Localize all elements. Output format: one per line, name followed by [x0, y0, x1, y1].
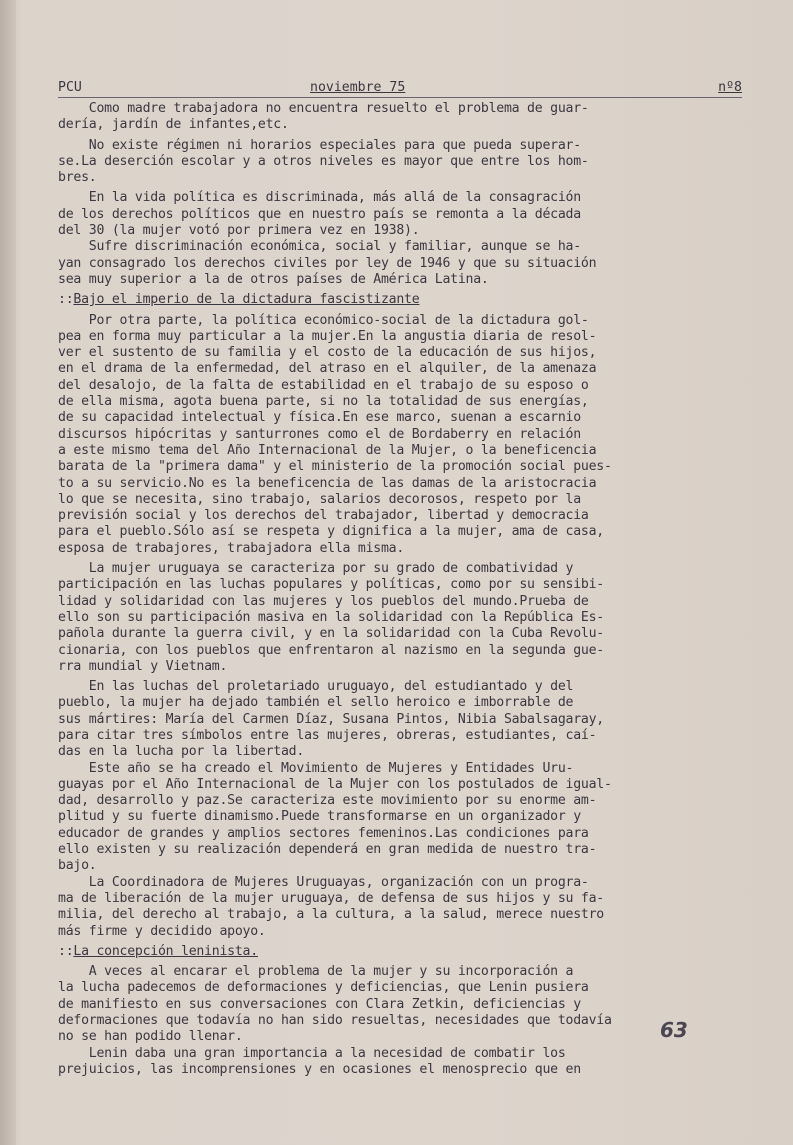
text-line: a este mismo tema del Año Internacional de la Mujer, o la beneficencia — [58, 442, 597, 458]
text-line: educador de grandes y amplios sectores femeninos.Las condiciones para — [58, 825, 589, 841]
text-line: para el pueblo.Sólo así se respeta y dignifica a la mujer, ama de casa, — [58, 524, 604, 540]
text-line: ver el sustento de su familia y el costo de la educación de sus hijos, — [58, 345, 597, 361]
header-date: noviembre 75 — [310, 80, 406, 95]
text-line: ello existen y su realización dependerá en gran medida de nuestro tra- — [58, 842, 597, 858]
text-line: Por otra parte, la política económico-social de la dictadura gol- — [58, 312, 589, 328]
text-line: Como madre trabajadora no encuentra resuelto el problema de guar- — [58, 101, 589, 116]
text-line: ma de liberación de la mujer uruguaya, de defensa de sus hijos y su fa- — [58, 890, 604, 906]
text-line: no se han podido llenar. — [58, 1029, 243, 1045]
text-line: ello son su participación masiva en la solidaridad con la República Es- — [58, 609, 604, 625]
text-line: No existe régimen ni horarios especiales para que pueda superar- — [58, 137, 581, 153]
text-line: del 30 (la mujer votó por primera vez en 1938). — [58, 223, 420, 239]
text-line: to a su servicio.No es la beneficencia de las damas de la aristocracia — [58, 475, 597, 491]
text-line: Sufre discriminación económica, social y familiar, aunque se ha- — [58, 239, 581, 255]
text-line: La Coordinadora de Mujeres Uruguayas, organización con un progra- — [58, 874, 589, 890]
text-line: discursos hipócritas y santurrones como el de Bordaberry en relación — [58, 426, 581, 442]
text-line: A veces al encarar el problema de la mujer y su incorporación a — [58, 964, 574, 980]
text-line: más firme y decidido apoyo. — [58, 923, 266, 939]
section-heading: ::Bajo el imperio de la dictadura fascistizante — [58, 292, 420, 308]
text-line: pueblo, la mujer ha dejado también el sello heroico e imborrable de — [58, 695, 574, 711]
text-line: milia, del derecho al trabajo, a la cultura, a la salud, merece nuestro — [58, 907, 604, 923]
text-line: de su capacidad intelectual y física.En ese marco, suenan a escarnio — [58, 410, 581, 426]
header-issue-number: nº8 — [718, 80, 742, 95]
text-line: prejuicios, las incomprensiones y en ocasiones el menosprecio que en — [58, 1061, 581, 1077]
text-line: lo que se necesita, sino trabajo, salarios decorosos, respeto por la — [58, 491, 581, 507]
page-header — [58, 80, 748, 98]
text-line: la lucha padecemos de deformaciones y deficiencias, que Lenin pusiera — [58, 980, 589, 996]
text-line: bajo. — [58, 858, 97, 874]
text-line: participación en las luchas populares y políticas, como por su sensibi- — [58, 577, 604, 593]
text-line: pea en forma muy particular a la mujer.En la angustia diaria de resol- — [58, 328, 597, 344]
text-line: Este año se ha creado el Movimiento de Mujeres y Entidades Uru- — [58, 760, 574, 776]
header-rule — [58, 97, 742, 98]
text-line: dería, jardín de infantes,etc. — [58, 117, 289, 133]
text-line: dad, desarrollo y paz.Se caracteriza este movimiento por su enorme am- — [58, 793, 597, 809]
text-line: plitud y su fuerte dinamismo.Puede transformarse en un organizador y — [58, 809, 581, 825]
text-line: sus mártires: María del Carmen Díaz, Susana Pintos, Nibia Sabalsagaray, — [58, 711, 604, 727]
text-line: se.La deserción escolar y a otros niveles es mayor que entre los hom- — [58, 153, 589, 169]
text-line: de manifiesto en sus conversaciones con Clara Zetkin, deficiencias y — [58, 996, 581, 1012]
text-line: das en la lucha por la libertad. — [58, 744, 305, 760]
text-line: Lenin daba una gran importancia a la necesidad de combatir los — [58, 1045, 566, 1061]
text-line: rra mundial y Vietnam. — [58, 658, 228, 674]
text-line: guayas por el Año Internacional de la Mujer con los postulados de igual- — [58, 776, 612, 792]
header-publication: PCU — [58, 80, 82, 95]
text-line: del desalojo, de la falta de estabilidad en el trabajo de su esposo o — [58, 377, 589, 393]
text-line: cionaria, con los pueblos que enfrentaron al nazismo en la segunda gue- — [58, 642, 604, 658]
text-line: pañola durante la guerra civil, y en la solidaridad con la Cuba Revolu- — [58, 626, 604, 642]
text-line: de ella misma, agota buena parte, si no la totalidad de sus energías, — [58, 394, 589, 410]
page-binding-edge — [0, 0, 16, 1145]
text-line: esposa de trabajores, trabajadora ella misma. — [58, 540, 405, 556]
text-line: bres. — [58, 170, 97, 186]
text-line: en el drama de la enfermedad, del atraso en el alquiler, de la amenaza — [58, 361, 597, 377]
page-number: 63 — [660, 1018, 688, 1042]
text-line: yan consagrado los derechos civiles por ley de 1946 y que su situación — [58, 255, 597, 271]
text-line: para citar tres símbolos entre las mujeres, obreras, estudiantes, caí- — [58, 727, 597, 743]
text-line: En la vida política es discriminada, más allá de la consagración — [58, 190, 581, 206]
text-line: sea muy superior a la de otros países de América Latina. — [58, 271, 489, 287]
text-line: deformaciones que todavía no han sido resueltas, necesidades que todavía — [58, 1013, 612, 1029]
section-heading: ::La concepción leninista. — [58, 943, 258, 959]
text-line: La mujer uruguaya se caracteriza por su grado de combatividad y — [58, 561, 574, 577]
text-line: previsión social y los derechos del trabajador, libertad y democracia — [58, 508, 589, 524]
article-body — [58, 101, 748, 1078]
text-line: lidad y solidaridad con las mujeres y los pueblos del mundo.Prueba de — [58, 593, 589, 609]
text-line: En las luchas del proletariado uruguayo, del estudiantado y del — [58, 679, 574, 695]
text-line: de los derechos políticos que en nuestro país se remonta a la década — [58, 206, 581, 222]
text-line: barata de la "primera dama" y el ministerio de la promoción social pues- — [58, 459, 612, 475]
